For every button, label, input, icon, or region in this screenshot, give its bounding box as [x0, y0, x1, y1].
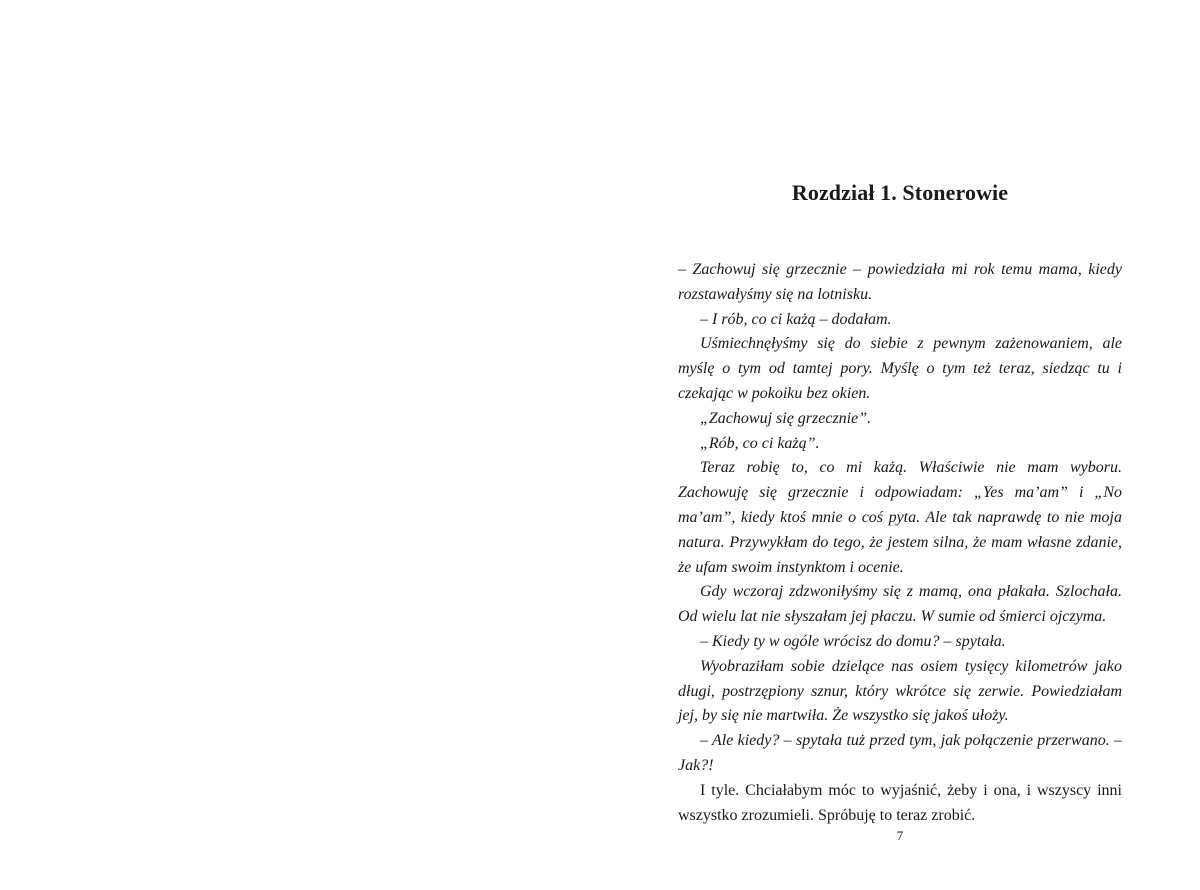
- paragraph: Teraz robię to, co mi każą. Właściwie nie mam wyboru. Zachowuję się grzecznie i odpowiadam: „Yes ma’am” i „No ma’am”, kiedy ktoś mnie o coś pyta. Ale tak naprawdę to nie moja natura. Przywykłam do tego, że jestem silna, że mam własne zdanie, że ufam swoim instynktom i ocenie.: [678, 459, 1122, 576]
- paragraph: Uśmiechnęłyśmy się do siebie z pewnym zażenowaniem, ale myślę o tym od tamtej pory. Myślę o tym też teraz, siedząc tu i czekając w pokoiku bez okien.: [678, 335, 1122, 402]
- page-number: 7: [896, 828, 904, 843]
- chapter-body: [678, 258, 1122, 828]
- chapter-title: Rozdział 1. Stonerowie: [791, 180, 1009, 205]
- paragraph: – Zachowuj się grzecznie – powiedziała mi rok temu mama, kiedy rozstawałyśmy się na lotnisku.: [678, 261, 1122, 303]
- paragraph: – Ale kiedy? – spytała tuż przed tym, jak połączenie przerwano. – Jak?!: [678, 732, 1122, 774]
- paragraph: – Kiedy ty w ogóle wrócisz do domu? – spytała.: [700, 632, 1006, 650]
- paragraph: „Zachowuj się grzecznie”.: [700, 409, 872, 427]
- paragraph: I tyle. Chciałabym móc to wyjaśnić, żeby i ona, i wszyscy inni wszystko zrozumieli. Spróbuję to teraz zrobić.: [678, 781, 1122, 824]
- paragraph: „Rób, co ci każą”.: [700, 434, 820, 452]
- right-page: [600, 0, 1200, 890]
- paragraph: Wyobraziłam sobie dzielące nas osiem tysięcy kilometrów jako długi, postrzępiony sznur, który wkrótce się zerwie. Powiedziałam jej, by się nie martwiła. Że wszystko się jakoś ułoży.: [678, 657, 1122, 725]
- paragraph: Gdy wczoraj zdzwoniłyśmy się z mamą, ona płakała. Szlochała. Od wielu lat nie słyszałam jej płaczu. W sumie od śmierci ojczyma.: [678, 583, 1122, 626]
- paragraph: – I rób, co ci każą – dodałam.: [700, 310, 892, 328]
